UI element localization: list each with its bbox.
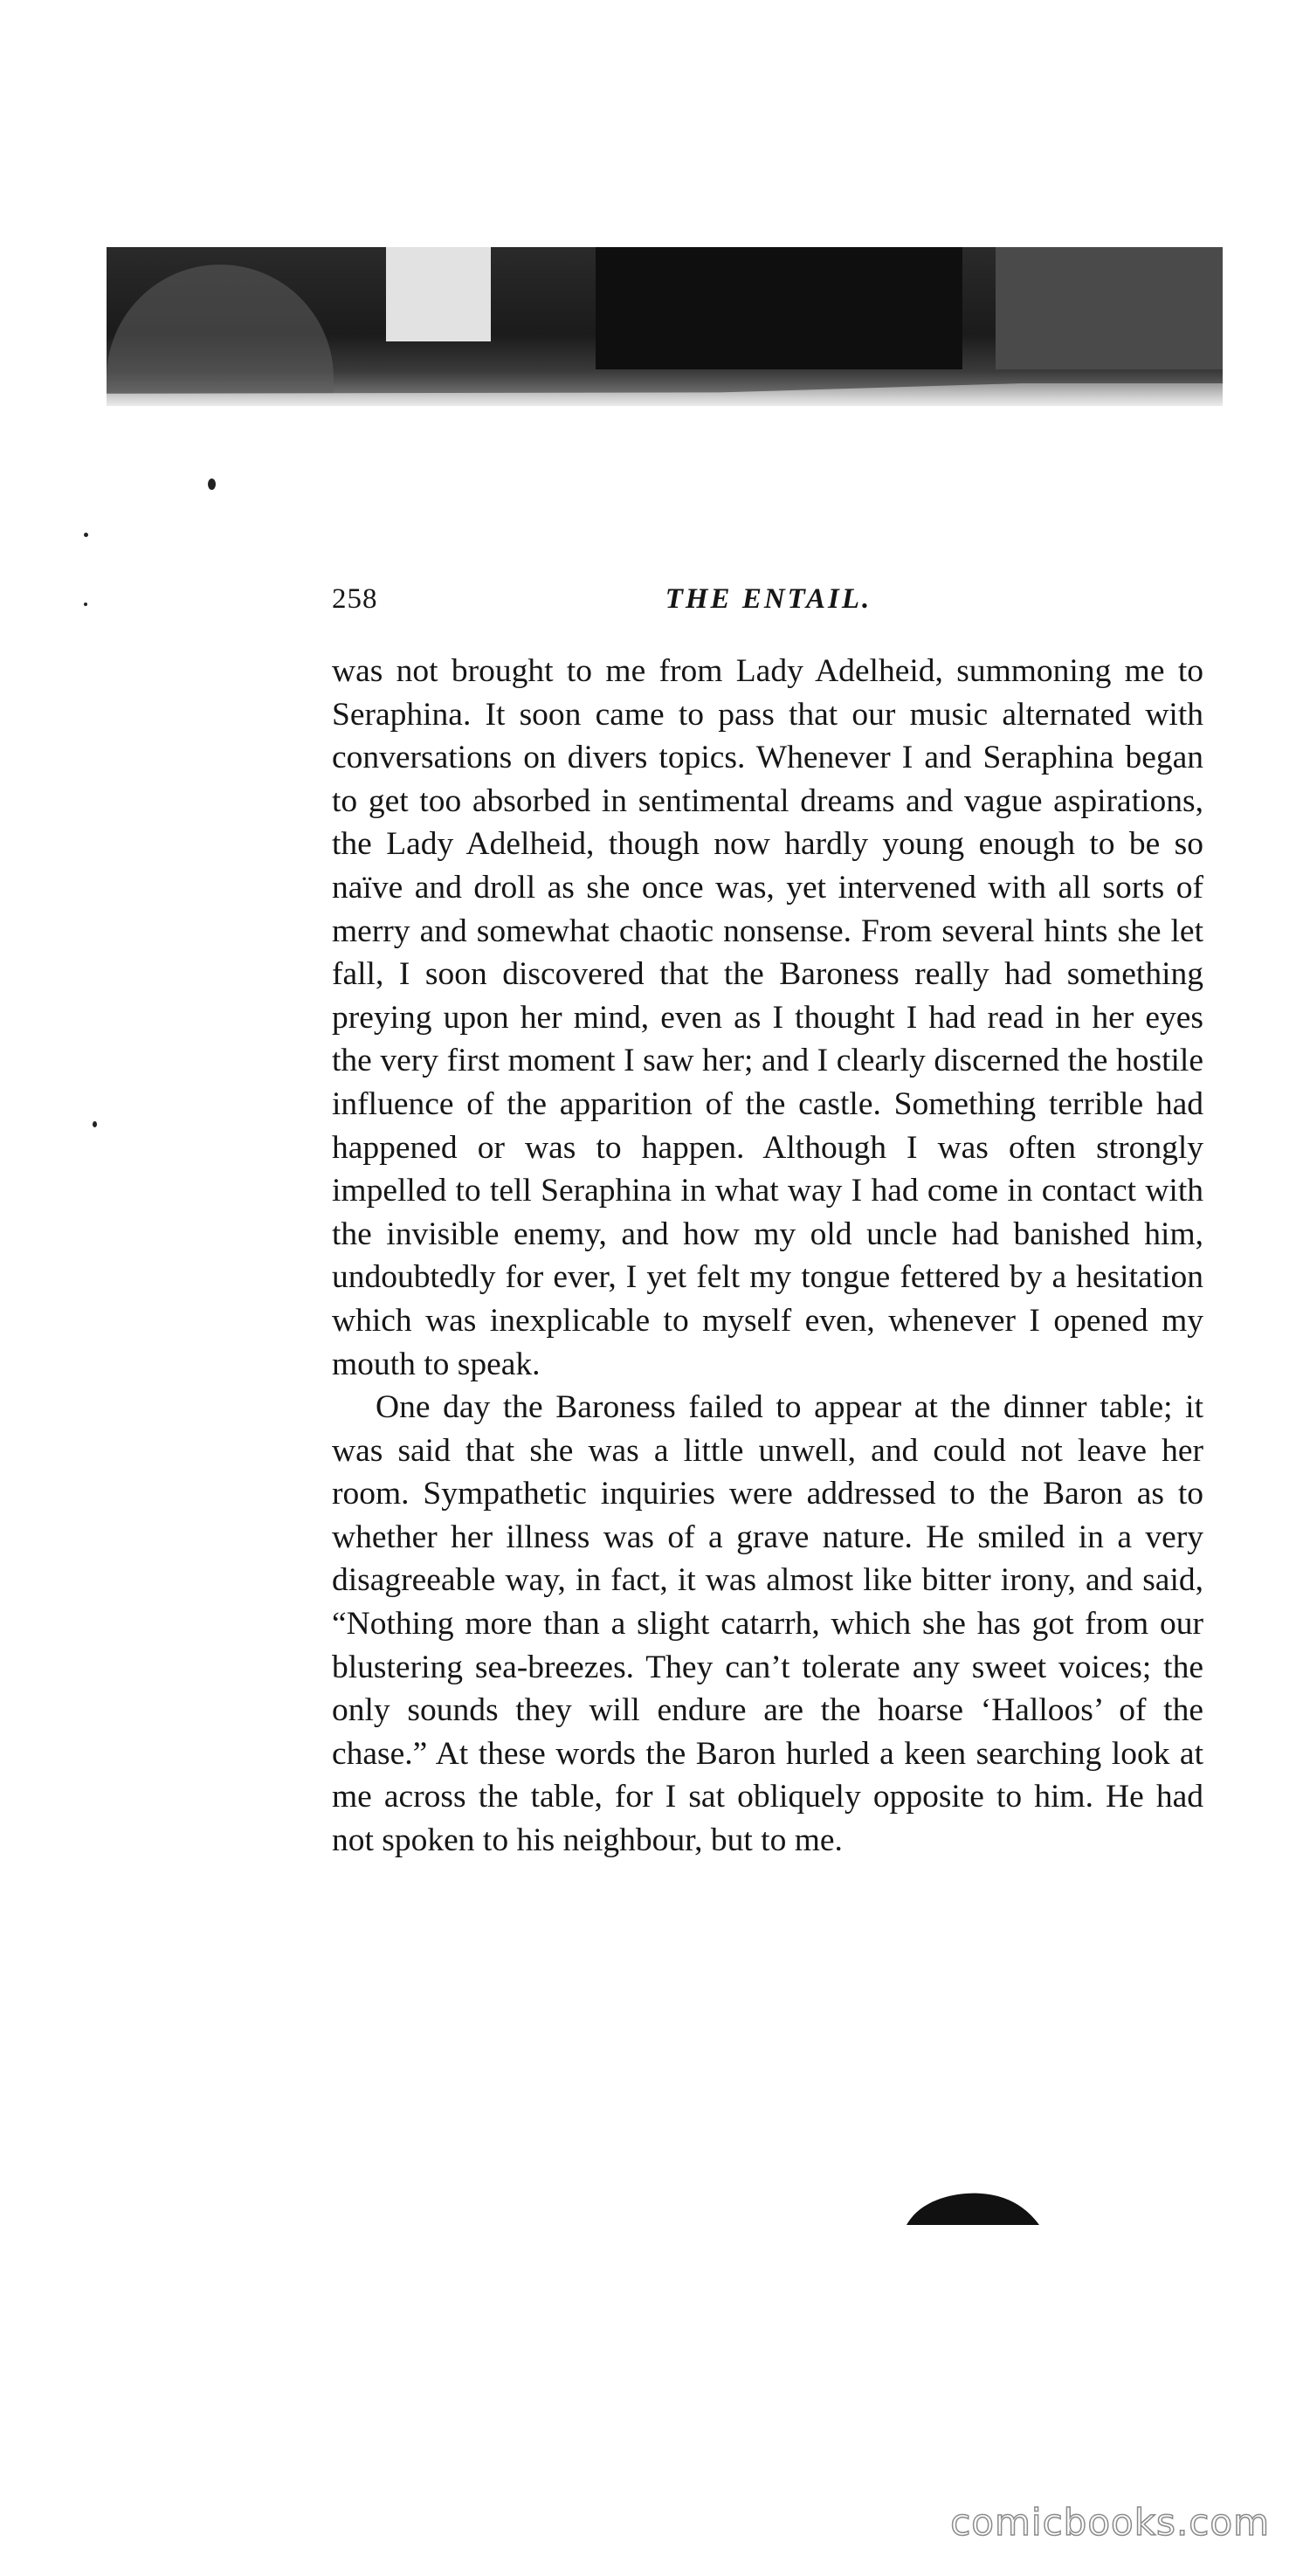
- watermark: comicbooks.com: [950, 2501, 1270, 2544]
- scan-speck: [93, 1121, 97, 1127]
- running-title: THE ENTAIL.: [665, 583, 872, 615]
- scanned-image-strip: [107, 247, 1223, 406]
- body-text: [332, 650, 1203, 1863]
- scan-speck: [84, 533, 88, 537]
- scan-speck: [84, 603, 87, 606]
- strip-right-patch: [996, 247, 1223, 369]
- body-paragraph: was not brought to me from Lady Adelheid, summoning me to Seraphina. It soon came to pass that our music alternated with conversations on divers topics. Whenever I and Seraphina began to get too absorbed in sentimental dreams and vague aspirations, the Lady Adelheid, though now hardly young enough to be so naïve and droll as she once was, yet intervened with all sorts of merry and somewhat chaotic nonsense. From several hints she let fall, I soon discovered that the Baroness really had something preying upon her mind, even as I thought I had read in her eyes the very first moment I saw her; and I clearly discerned the hostile influence of the apparition of the castle. Something terrible had happened or was to happen. Although I was often strongly impelled to tell Seraphina in what way I had come in contact with the invisible enemy, and how my old uncle had banished him, undoubtedly for ever, I yet felt my tongue fettered by a hesitation which was inexplicable to myself even, whenever I opened my mouth to speak.: [332, 653, 1203, 1382]
- scan-speck: [208, 479, 216, 490]
- strip-light-patch: [386, 247, 491, 341]
- body-paragraph: One day the Baroness failed to appear at the dinner table; it was said that she was a little unwell, and could not leave her room. Sympathetic inquiries were addressed to the Baron as to whether her illness was of a grave nature. He smiled in a very disagreeable way, in fact, it was almost like bitter irony, and said, “Nothing more than a slight catarrh, which she has got from our blustering sea-breezes. They can’t tolerate any sweet voices; the only sounds they will endure are the hoarse ‘Halloos’ of the chase.” At these words the Baron hurled a keen searching look at me across the table, for I sat obliquely opposite to him. He had not spoken to his neighbour, but to me.: [332, 1389, 1203, 1859]
- running-head: [332, 583, 1205, 627]
- end-ornament: [903, 2190, 1043, 2228]
- strip-arch-shape: [107, 265, 334, 406]
- strip-dark-patch: [596, 247, 962, 369]
- page-number: 258: [332, 583, 378, 615]
